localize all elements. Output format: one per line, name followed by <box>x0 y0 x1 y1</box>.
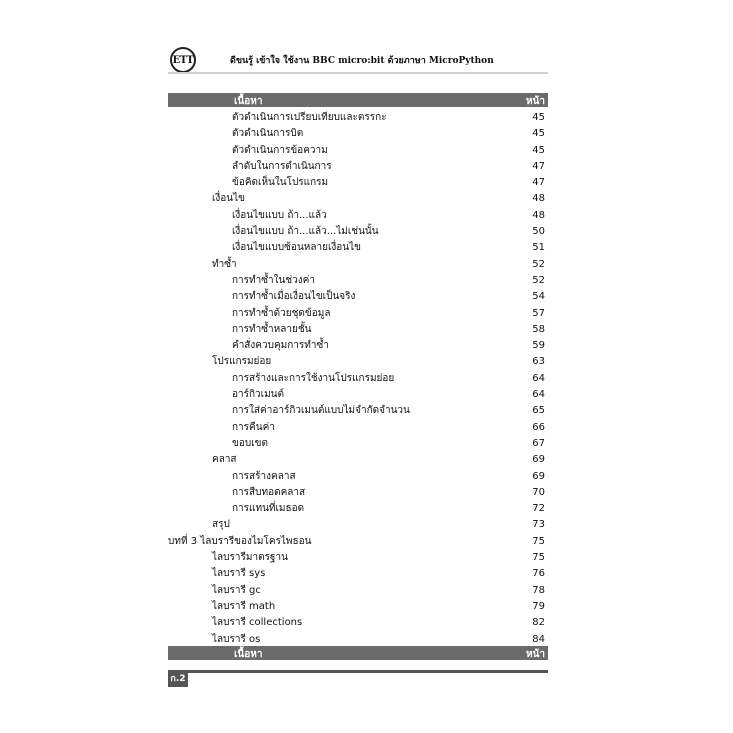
toc-entry-page: 84 <box>532 633 545 645</box>
toc-entry <box>168 485 548 501</box>
toc-entry-page: 47 <box>532 160 545 172</box>
toc-entry-title: การสร้างคลาส <box>232 470 296 482</box>
toc-entry-page: 75 <box>532 552 545 564</box>
toc-entry-page: 78 <box>532 584 545 596</box>
footer-divider <box>168 670 548 673</box>
toc-entry-title: ไลบรารี os <box>212 633 261 645</box>
toc-entry <box>168 354 548 370</box>
toc-entry-page: 63 <box>532 356 545 368</box>
ett-logo <box>170 47 196 73</box>
toc-entry <box>168 469 548 485</box>
toc-entry <box>168 273 548 289</box>
toc-entry-title: ตัวดำเนินการข้อความ <box>232 144 328 156</box>
toc-entry-page: 76 <box>532 568 545 580</box>
toc-footer-bar <box>168 646 548 660</box>
toc-entry <box>168 224 548 240</box>
toc-entry-page: 47 <box>532 177 545 189</box>
toc-entry-title: ไลบรารี math <box>212 600 276 612</box>
toc-footer-label: เนื้อหา <box>234 649 263 660</box>
toc-entry <box>168 534 548 550</box>
book-title: ดีขนรู้ เข้าใจ ใช้งาน BBC micro:bit ด้วยภาษา MicroPython <box>230 56 494 66</box>
toc-entry-page: 65 <box>532 405 545 417</box>
toc-entry <box>168 550 548 566</box>
toc-entry-title: การใส่ค่าอาร์กิวเมนต์แบบไม่จำกัดจำนวน <box>232 405 410 417</box>
toc-entry-page: 48 <box>532 209 545 221</box>
toc-entry-page: 64 <box>532 389 545 401</box>
toc-entry-page: 82 <box>532 617 545 629</box>
toc-entry-title: การทำซ้ำหลายชั้น <box>232 323 312 335</box>
toc-entry <box>168 517 548 533</box>
toc-entry-title: เงื่อนไขแบบ ถ้า...แล้ว...ไม่เช่นนั้น <box>232 226 379 238</box>
toc-entry-page: 67 <box>532 437 545 449</box>
toc-entry <box>168 403 548 419</box>
toc-entry <box>168 615 548 631</box>
toc-entry <box>168 110 548 126</box>
toc-entry-title: ไลบรารี sys <box>212 568 266 580</box>
toc-entry-title: อาร์กิวเมนต์ <box>232 389 285 401</box>
toc-entry <box>168 338 548 354</box>
toc-entry-page: 52 <box>532 258 545 270</box>
toc-entry <box>168 452 548 468</box>
toc-entry-page: 45 <box>532 112 545 123</box>
toc-footer-page-label: หน้า <box>525 649 545 660</box>
toc-entry <box>168 175 548 191</box>
toc-entry <box>168 257 548 273</box>
toc-entry-title: การทำซ้ำด้วยชุดข้อมูล <box>232 307 331 319</box>
toc-entry-title: ตัวดำเนินการบิต <box>232 128 304 140</box>
toc-entry-page: 50 <box>532 226 545 238</box>
toc-entry-title: สรุป <box>212 519 230 531</box>
toc-entry-title: บทที่ 3 ไลบรารีของไมโครไพธอน <box>168 535 312 547</box>
toc-entry-page: 66 <box>532 421 545 433</box>
toc-entry-title: ไลบรารี collections <box>212 617 303 629</box>
toc-entry <box>168 143 548 159</box>
toc-entry <box>168 599 548 615</box>
header-divider <box>168 72 548 74</box>
toc-entry-page: 54 <box>532 291 545 303</box>
toc-entry <box>168 289 548 305</box>
toc-entry-page: 45 <box>532 144 545 156</box>
toc-entry-title: คลาส <box>212 454 237 466</box>
toc-header-bar <box>168 93 548 107</box>
toc-entry-title: การทำซ้ำเมื่อเงื่อนไขเป็นจริง <box>232 291 356 303</box>
toc-entry <box>168 436 548 452</box>
toc-entry-title: คำสั่งควบคุมการทำซ้ำ <box>232 340 329 352</box>
toc-entry <box>168 159 548 175</box>
toc-entry-title: ตัวดำเนินการเปรียบเทียบและตรรกะ <box>232 112 387 123</box>
toc-entry <box>168 240 548 256</box>
toc-entry-title: ทำซ้ำ <box>212 258 237 270</box>
toc-entry <box>168 208 548 224</box>
toc-entry <box>168 306 548 322</box>
toc-entry <box>168 583 548 599</box>
toc-entry-page: 59 <box>532 340 545 352</box>
logo-text: ETT <box>172 54 194 66</box>
toc-entry-title: การทำซ้ำในช่วงค่า <box>232 274 315 286</box>
toc-entry-page: 57 <box>532 307 545 319</box>
toc-entry-page: 64 <box>532 372 545 384</box>
toc-entry-title: เงื่อนไขแบบซ้อนหลายเงื่อนไข <box>232 242 361 254</box>
toc-entry <box>168 191 548 207</box>
toc-entry <box>168 322 548 338</box>
toc-entry-title: การคืนค่า <box>232 421 275 433</box>
toc-entry <box>168 420 548 436</box>
toc-entry-title: ขอบเขต <box>232 437 268 449</box>
page-number: ก.2 <box>168 672 188 687</box>
toc-entry-page: 75 <box>532 535 545 547</box>
toc-entry-page: 45 <box>532 128 545 140</box>
toc-entry <box>168 566 548 582</box>
table-of-contents <box>168 110 548 648</box>
toc-header-label: เนื้อหา <box>234 96 263 107</box>
toc-entry-page: 73 <box>532 519 545 531</box>
toc-entry-page: 79 <box>532 600 545 612</box>
toc-entry-title: ลำดับในการดำเนินการ <box>232 160 332 172</box>
toc-entry-page: 72 <box>532 503 545 515</box>
toc-entry-title: ข้อคิดเห็นในโปรแกรม <box>232 177 329 189</box>
toc-entry-title: ไลบรารีมาตรฐาน <box>212 552 288 564</box>
toc-entry-page: 52 <box>532 274 545 286</box>
toc-entry <box>168 501 548 517</box>
toc-entry-page: 69 <box>532 470 545 482</box>
toc-entry-title: เงื่อนไข <box>212 193 246 205</box>
toc-entry-title: การแทนที่เมธอด <box>232 503 305 515</box>
toc-entry-title: การสร้างและการใช้งานโปรแกรมย่อย <box>232 372 395 384</box>
toc-entry <box>168 126 548 142</box>
toc-entry-title: การสืบทอดคลาส <box>232 486 306 498</box>
toc-entry-title: ไลบรารี gc <box>212 584 261 596</box>
toc-entry-page: 70 <box>532 486 545 498</box>
toc-header-page-label: หน้า <box>525 96 545 107</box>
toc-entry-page: 48 <box>532 193 545 205</box>
toc-entry-title: โปรแกรมย่อย <box>212 356 272 368</box>
toc-entry <box>168 387 548 403</box>
toc-entry-page: 58 <box>532 323 545 335</box>
toc-entry-title: เงื่อนไขแบบ ถ้า...แล้ว <box>232 209 327 221</box>
toc-entry-page: 69 <box>532 454 545 466</box>
toc-entry-page: 51 <box>532 242 545 254</box>
toc-entry <box>168 371 548 387</box>
